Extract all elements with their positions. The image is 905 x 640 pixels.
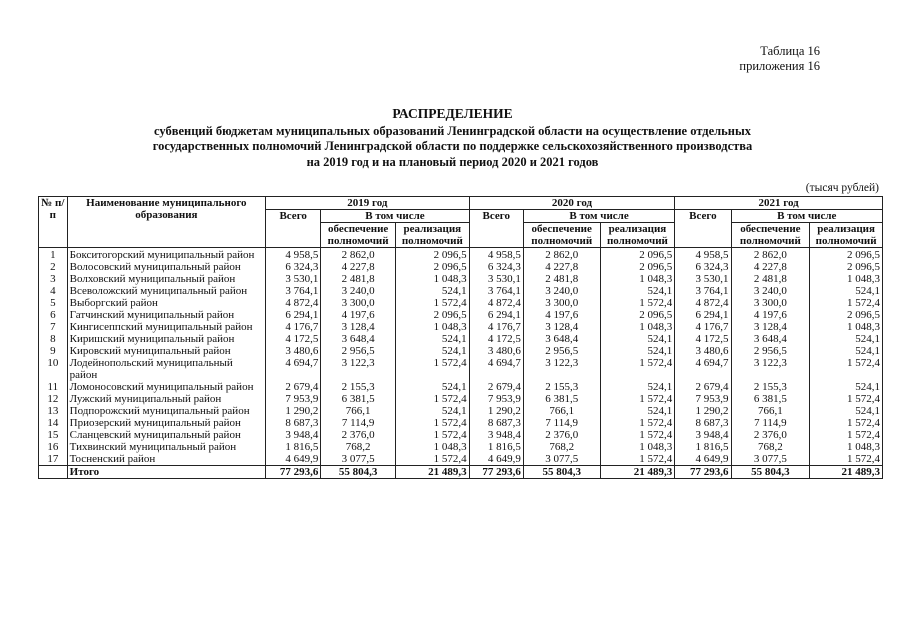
amount-cell: 524,1 [395,345,469,357]
municipality-name: Гатчинский муниципальный район [67,309,265,321]
total-amount-cell: 21 489,3 [395,466,469,479]
amount-cell: 524,1 [810,345,883,357]
amount-cell: 7 953,9 [675,393,731,405]
amount-cell: 3 764,1 [675,285,731,297]
amount-cell: 4 872,4 [675,297,731,309]
amount-cell: 1 572,4 [600,357,675,381]
header-total-2021: Всего [675,210,731,248]
amount-cell: 2 096,5 [395,261,469,273]
amount-cell: 2 096,5 [810,248,883,262]
amount-cell: 1 290,2 [469,405,523,417]
amount-cell: 1 048,3 [600,273,675,285]
table-row [39,285,883,297]
row-number: 12 [39,393,68,405]
row-number: 11 [39,381,68,393]
amount-cell: 524,1 [600,333,675,345]
amount-cell: 3 480,6 [675,345,731,357]
amount-cell: 1 572,4 [600,417,675,429]
amount-cell: 3 077,5 [731,453,810,466]
amount-cell: 1 572,4 [395,453,469,466]
amount-cell: 3 948,4 [469,429,523,441]
amount-cell: 3 240,0 [731,285,810,297]
header-total-2020: Всего [469,210,523,248]
amount-cell: 2 155,3 [321,381,396,393]
amount-cell: 4 958,5 [469,248,523,262]
amount-cell: 2 376,0 [731,429,810,441]
amount-cell: 2 481,8 [321,273,396,285]
amount-cell: 3 300,0 [523,297,600,309]
table-row [39,333,883,345]
amount-cell: 4 958,5 [675,248,731,262]
amount-cell: 1 572,4 [600,429,675,441]
municipality-name: Волховский муниципальный район [67,273,265,285]
amount-cell: 3 128,4 [523,321,600,333]
amount-cell: 4 176,7 [675,321,731,333]
amount-cell: 1 572,4 [395,393,469,405]
total-label: Итого [67,466,265,479]
amount-cell: 4 227,8 [523,261,600,273]
total-amount-cell: 77 293,6 [675,466,731,479]
amount-cell: 3 300,0 [321,297,396,309]
amount-cell: 2 096,5 [395,248,469,262]
amount-cell: 8 687,3 [675,417,731,429]
amount-cell: 1 048,3 [600,321,675,333]
title-line-2: государственных полномочий Ленинградской области по поддержке сельскохозяйственного производства [152,139,753,153]
amount-cell: 8 687,3 [469,417,523,429]
amount-cell: 4 172,5 [266,333,321,345]
amount-cell: 3 948,4 [675,429,731,441]
amount-cell: 3 480,6 [469,345,523,357]
header-incl-2021: В том числе [731,210,882,223]
amount-cell: 766,1 [523,405,600,417]
amount-cell: 2 096,5 [600,248,675,262]
table-row [39,417,883,429]
amount-cell: 3 764,1 [469,285,523,297]
amount-cell: 7 953,9 [266,393,321,405]
table-row [39,309,883,321]
amount-cell: 2 679,4 [675,381,731,393]
table-row [39,429,883,441]
municipality-name: Сланцевский муниципальный район [67,429,265,441]
table-row [39,297,883,309]
amount-cell: 3 764,1 [266,285,321,297]
header-year-2019: 2019 год [266,197,470,210]
amount-cell: 524,1 [600,345,675,357]
amount-cell: 1 048,3 [600,441,675,453]
amount-cell: 7 953,9 [469,393,523,405]
amount-cell: 7 114,9 [321,417,396,429]
amount-cell: 1 290,2 [675,405,731,417]
amount-cell: 3 948,4 [266,429,321,441]
amount-cell: 4 172,5 [675,333,731,345]
amount-cell: 3 530,1 [469,273,523,285]
total-amount-cell: 55 804,3 [321,466,396,479]
row-number: 5 [39,297,68,309]
amount-cell: 1 572,4 [395,429,469,441]
amount-cell: 1 816,5 [675,441,731,453]
table-row [39,357,883,381]
amount-cell: 2 096,5 [600,261,675,273]
header-total-2019: Всего [266,210,321,248]
header-implementation-2021: реализация полномочий [810,223,883,248]
row-number: 9 [39,345,68,357]
table-row [39,393,883,405]
amount-cell: 3 128,4 [731,321,810,333]
amount-cell: 3 128,4 [321,321,396,333]
amount-cell: 1 048,3 [395,273,469,285]
amount-cell: 2 862,0 [523,248,600,262]
amount-cell: 4 227,8 [731,261,810,273]
amount-cell: 4 958,5 [266,248,321,262]
total-amount-cell: 21 489,3 [600,466,675,479]
amount-cell: 3 648,4 [321,333,396,345]
amount-cell: 524,1 [395,285,469,297]
amount-cell: 1 048,3 [810,441,883,453]
municipality-name: Всеволожский муниципальный район [67,285,265,297]
amount-cell: 2 096,5 [810,309,883,321]
amount-cell: 8 687,3 [266,417,321,429]
amount-cell: 766,1 [321,405,396,417]
units-label: (тысяч рублей) [805,182,879,194]
table-row [39,441,883,453]
table-body [39,248,883,479]
amount-cell: 3 122,3 [731,357,810,381]
amount-cell: 4 872,4 [266,297,321,309]
header-incl-2020: В том числе [523,210,674,223]
amount-cell: 4 227,8 [321,261,396,273]
title-main: РАСПРЕДЕЛЕНИЕ [392,106,513,121]
amount-cell: 524,1 [600,405,675,417]
row-number: 16 [39,441,68,453]
title-line-1: субвенций бюджетам муниципальных образований Ленинградской области на осуществление отдельных [153,123,751,138]
total-number-cell [39,466,68,479]
total-amount-cell: 21 489,3 [810,466,883,479]
header-implementation-2020: реализация полномочий [600,223,675,248]
total-row [39,466,883,479]
header-year-2021: 2021 год [675,197,883,210]
table-row [39,453,883,466]
amount-cell: 524,1 [810,333,883,345]
municipality-name: Лужский муниципальный район [67,393,265,405]
amount-cell: 3 648,4 [523,333,600,345]
amount-cell: 2 956,5 [731,345,810,357]
header-name: Наименование муниципального образования [67,197,265,248]
total-amount-cell: 77 293,6 [469,466,523,479]
amount-cell: 1 048,3 [810,321,883,333]
amount-cell: 3 077,5 [523,453,600,466]
amount-cell: 6 324,3 [469,261,523,273]
amount-cell: 7 114,9 [731,417,810,429]
row-number: 1 [39,248,68,262]
amount-cell: 3 530,1 [675,273,731,285]
amount-cell: 1 572,4 [600,393,675,405]
row-number: 15 [39,429,68,441]
amount-cell: 7 114,9 [523,417,600,429]
amount-cell: 1 572,4 [810,429,883,441]
total-amount-cell: 55 804,3 [731,466,810,479]
amount-cell: 1 048,3 [810,273,883,285]
header-provision-2019: обеспечение полномочий [321,223,396,248]
table-row [39,345,883,357]
amount-cell: 1 572,4 [810,297,883,309]
amount-cell: 1 816,5 [266,441,321,453]
municipality-name: Подпорожский муниципальный район [67,405,265,417]
amount-cell: 1 572,4 [395,297,469,309]
row-number: 2 [39,261,68,273]
amount-cell: 1 572,4 [810,453,883,466]
amount-cell: 524,1 [395,405,469,417]
amount-cell: 6 381,5 [321,393,396,405]
municipality-name: Бокситогорский муниципальный район [67,248,265,262]
amount-cell: 3 300,0 [731,297,810,309]
amount-cell: 3 122,3 [321,357,396,381]
row-number: 6 [39,309,68,321]
amount-cell: 3 122,3 [523,357,600,381]
amount-cell: 2 155,3 [523,381,600,393]
amount-cell: 2 155,3 [731,381,810,393]
municipality-name: Тихвинский муниципальный район [67,441,265,453]
amount-cell: 1 572,4 [810,357,883,381]
total-amount-cell: 55 804,3 [523,466,600,479]
amount-cell: 6 294,1 [469,309,523,321]
municipality-name: Кингисеппский муниципальный район [67,321,265,333]
amount-cell: 2 481,8 [731,273,810,285]
amount-cell: 768,2 [321,441,396,453]
amount-cell: 6 294,1 [266,309,321,321]
amount-cell: 766,1 [731,405,810,417]
amount-cell: 4 694,7 [675,357,731,381]
amount-cell: 4 649,9 [266,453,321,466]
amount-cell: 768,2 [731,441,810,453]
amount-cell: 2 481,8 [523,273,600,285]
table-row [39,381,883,393]
amount-cell: 4 197,6 [731,309,810,321]
amount-cell: 524,1 [810,381,883,393]
amount-cell: 768,2 [523,441,600,453]
municipality-name: Тосненский район [67,453,265,466]
row-number: 14 [39,417,68,429]
document-title [0,106,905,170]
amount-cell: 1 572,4 [395,357,469,381]
amount-cell: 2 679,4 [266,381,321,393]
amount-cell: 1 572,4 [810,393,883,405]
row-number: 13 [39,405,68,417]
total-amount-cell: 77 293,6 [266,466,321,479]
row-number: 4 [39,285,68,297]
amount-cell: 3 480,6 [266,345,321,357]
header-incl-2019: В том числе [321,210,469,223]
header-implementation-2019: реализация полномочий [395,223,469,248]
amount-cell: 2 679,4 [469,381,523,393]
amount-cell: 2 956,5 [523,345,600,357]
table-row [39,321,883,333]
amount-cell: 4 197,6 [321,309,396,321]
municipality-name: Киришский муниципальный район [67,333,265,345]
row-number: 17 [39,453,68,466]
amount-cell: 524,1 [600,285,675,297]
amount-cell: 2 862,0 [731,248,810,262]
amount-cell: 4 172,5 [469,333,523,345]
amount-cell: 1 048,3 [395,441,469,453]
amount-cell: 6 324,3 [675,261,731,273]
amount-cell: 4 694,7 [469,357,523,381]
amount-cell: 524,1 [600,381,675,393]
table-row [39,261,883,273]
amount-cell: 1 290,2 [266,405,321,417]
amount-cell: 6 381,5 [731,393,810,405]
municipality-name: Приозерский муниципальный район [67,417,265,429]
amount-cell: 524,1 [810,285,883,297]
amount-cell: 2 376,0 [321,429,396,441]
amount-cell: 4 872,4 [469,297,523,309]
amount-cell: 2 862,0 [321,248,396,262]
appendix-number: приложения 16 [739,59,820,73]
amount-cell: 6 381,5 [523,393,600,405]
header-year-2020: 2020 год [469,197,675,210]
amount-cell: 4 197,6 [523,309,600,321]
table-row [39,248,883,262]
header-provision-2021: обеспечение полномочий [731,223,810,248]
amount-cell: 524,1 [395,333,469,345]
subvention-table [38,196,883,479]
amount-cell: 3 240,0 [523,285,600,297]
amount-cell: 6 324,3 [266,261,321,273]
amount-cell: 1 572,4 [395,417,469,429]
amount-cell: 4 694,7 [266,357,321,381]
amount-cell: 3 530,1 [266,273,321,285]
row-number: 10 [39,357,68,381]
municipality-name: Лодейнопольский муниципальный район [67,357,265,381]
amount-cell: 1 816,5 [469,441,523,453]
municipality-name: Волосовский муниципальный район [67,261,265,273]
amount-cell: 2 376,0 [523,429,600,441]
table-row [39,405,883,417]
header-provision-2020: обеспечение полномочий [523,223,600,248]
table-reference [739,44,820,74]
header-number: № п/п [39,197,68,248]
municipality-name: Кировский муниципальный район [67,345,265,357]
amount-cell: 4 649,9 [675,453,731,466]
amount-cell: 3 648,4 [731,333,810,345]
amount-cell: 1 572,4 [810,417,883,429]
row-number: 3 [39,273,68,285]
amount-cell: 2 096,5 [395,309,469,321]
amount-cell: 1 572,4 [600,297,675,309]
amount-cell: 3 077,5 [321,453,396,466]
municipality-name: Ломоносовский муниципальный район [67,381,265,393]
table-number: Таблица 16 [760,44,820,58]
amount-cell: 2 096,5 [810,261,883,273]
row-number: 8 [39,333,68,345]
amount-cell: 4 649,9 [469,453,523,466]
municipality-name: Выборгский район [67,297,265,309]
title-line-3: на 2019 год и на плановый период 2020 и 2021 годов [306,154,599,169]
row-number: 7 [39,321,68,333]
amount-cell: 1 048,3 [395,321,469,333]
amount-cell: 2 096,5 [600,309,675,321]
table-row [39,273,883,285]
amount-cell: 2 956,5 [321,345,396,357]
amount-cell: 3 240,0 [321,285,396,297]
amount-cell: 4 176,7 [469,321,523,333]
amount-cell: 6 294,1 [675,309,731,321]
amount-cell: 1 572,4 [600,453,675,466]
amount-cell: 524,1 [395,381,469,393]
amount-cell: 524,1 [810,405,883,417]
amount-cell: 4 176,7 [266,321,321,333]
